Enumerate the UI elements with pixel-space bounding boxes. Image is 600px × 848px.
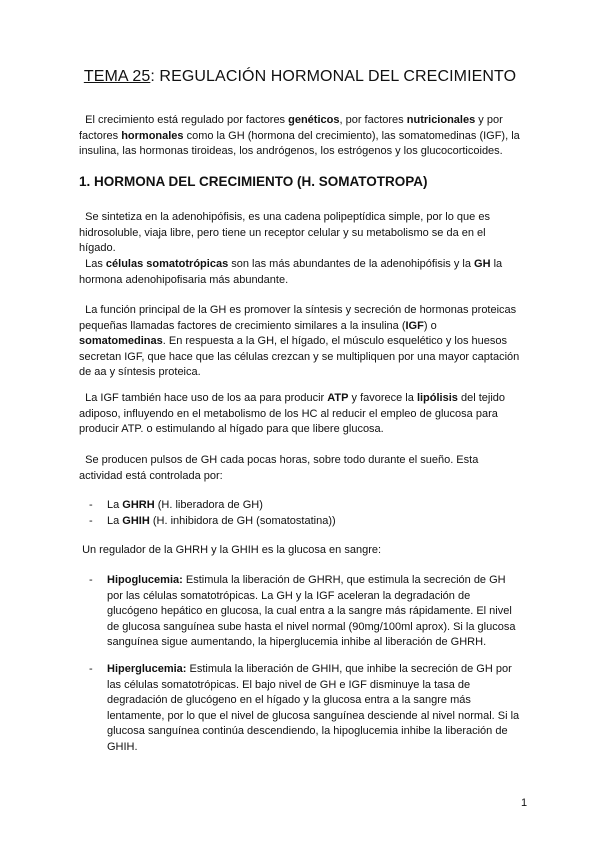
intro-text-3: y por factores: [79, 114, 503, 142]
tema-label: TEMA 25: [83, 68, 151, 85]
paragraph-glucose-regulator: [79, 543, 523, 559]
p3-text-1: La función principal de la GH es promover la síntesis y secreción de hormonas proteicas pequeñas llamadas factores de crecimiento similares a la insulina (: [79, 304, 517, 332]
p6-text: Un regulador de la GHRH y la GHIH es la glucosa en sangre:: [82, 544, 382, 556]
list-item-text: [107, 662, 523, 756]
p5-text: Se producen pulsos de GH cada pocas horas, sobre todo durante el sueño. Esta actividad está controlada por:: [79, 454, 479, 482]
list-item-text: [107, 573, 523, 651]
hipoglucemia-label: Hipoglucemia:: [107, 574, 183, 586]
intro-text-4: como la GH (hormona del crecimiento), las somatomedinas (IGF), la insulina, las hormonas tiroideas, los andrógenos, los estrógenos y los glucocorticoides.: [79, 129, 520, 158]
page-title: [0, 68, 600, 86]
p3-text-2: ) o: [423, 319, 437, 332]
intro-bold-hormonales: hormonales: [121, 129, 184, 142]
list-item-text: [107, 514, 523, 530]
li2-bold: GHIH: [122, 515, 150, 527]
p4-text-2: y favorece la: [348, 392, 417, 404]
list-dash: -: [89, 499, 93, 511]
hiperglucemia-label: Hiperglucemia:: [107, 663, 187, 675]
li1-text-1: La: [107, 499, 123, 511]
p3-text-3: . En respuesta a la GH, el hígado, el músculo esquelético y los huesos secretan IGF, que hace que las células crezcan y se multipliquen por una mayor captación de aa y síntesis proteica.: [79, 335, 520, 379]
p4-text-3: del tejido adiposo, influyendo en el metabolismo de los HC al reducir el empleo de glucosa para producir ATP. o estimulando al hígado para que libere glucosa.: [79, 392, 505, 436]
p4-bold-atp: ATP: [327, 392, 349, 404]
intro-text-2: , por factores: [339, 114, 407, 126]
p4-text-1: La IGF también hace uso de los aa para producir: [85, 392, 328, 404]
intro-text-1: El crecimiento está regulado por factores: [85, 114, 289, 126]
p2-text-1: Las: [85, 258, 106, 270]
p2-bold-2: GH: [474, 258, 491, 270]
paragraph-gh-function: [79, 303, 523, 381]
p3-bold-somatomedinas: somatomedinas: [79, 335, 163, 348]
p3-bold-igf: IGF: [405, 319, 424, 332]
li2-text-2: (H. inhibidora de GH (somatostatina)): [149, 515, 336, 527]
list-item-text: [107, 498, 523, 514]
intro-bold-geneticos: genéticos: [288, 114, 340, 126]
intro-bold-nutricionales: nutricionales: [406, 114, 476, 126]
p1-text: Se sintetiza en la adenohipófisis, es una cadena polipeptídica simple, por lo que es hidrosoluble, viaja libre, pero tiene un receptor celular y su metabolismo se da en el hígado.: [79, 211, 490, 255]
li1-bold: GHRH: [122, 499, 155, 511]
li1-text-2: (H. liberadora de GH): [154, 499, 263, 511]
p2-text-3: la hormona adenohipofisaria más abundante.: [79, 258, 503, 286]
title-text: REGULACIÓN HORMONAL DEL CRECIMIENTO: [154, 68, 517, 85]
section-heading: 1. HORMONA DEL CRECIMIENTO (H. SOMATOTROPA): [79, 174, 428, 189]
hiperglucemia-text: Estimula la liberación de GHIH, que inhibe la secreción de GH por las células somatotrópicas. El bajo nivel de GH e IGF disminuye la tasa de degradación de glucógeno en el hígado y la glucosa entra a la sangre más lentamente, por lo que el nivel de glucosa sanguínea desciende al nivel normal. Si la glucosa sanguínea continúa descendiendo, la hipoglucemia inhibe la liberación de GHIH.: [107, 663, 520, 753]
title-colon: :: [150, 68, 155, 85]
p4-bold-lipolisis: lipólisis: [416, 392, 458, 404]
p2-bold-1: células somatotrópicas: [105, 258, 229, 270]
list-dash: -: [89, 574, 93, 586]
list-dash: -: [89, 515, 93, 527]
intro-paragraph: [79, 113, 523, 160]
page-number: 1: [521, 797, 528, 809]
paragraph-synthesis: [79, 210, 523, 257]
paragraph-igf-atp: [79, 391, 523, 438]
paragraph-gh-pulses: [79, 453, 523, 484]
p2-text-2: son las más abundantes de la adenohipófisis y la: [228, 258, 475, 270]
list-dash: -: [89, 663, 93, 675]
paragraph-somatotropic-cells: [79, 257, 523, 288]
hipoglucemia-text: Estimula la liberación de GHRH, que estimula la secreción de GH por las células somatotrópicas. La GH y la IGF aceleran la degradación de glucógeno hepático en glucosa, la cual entra a la sangre más rápidamente. El nivel de glucosa sanguínea sube hasta el nivel normal (90mg/100ml aprox). Si la glucosa sanguínea sigue aumentando, la hiperglucemia inhibe al liberación de GHRH.: [107, 574, 516, 649]
li2-text-1: La: [107, 515, 123, 527]
